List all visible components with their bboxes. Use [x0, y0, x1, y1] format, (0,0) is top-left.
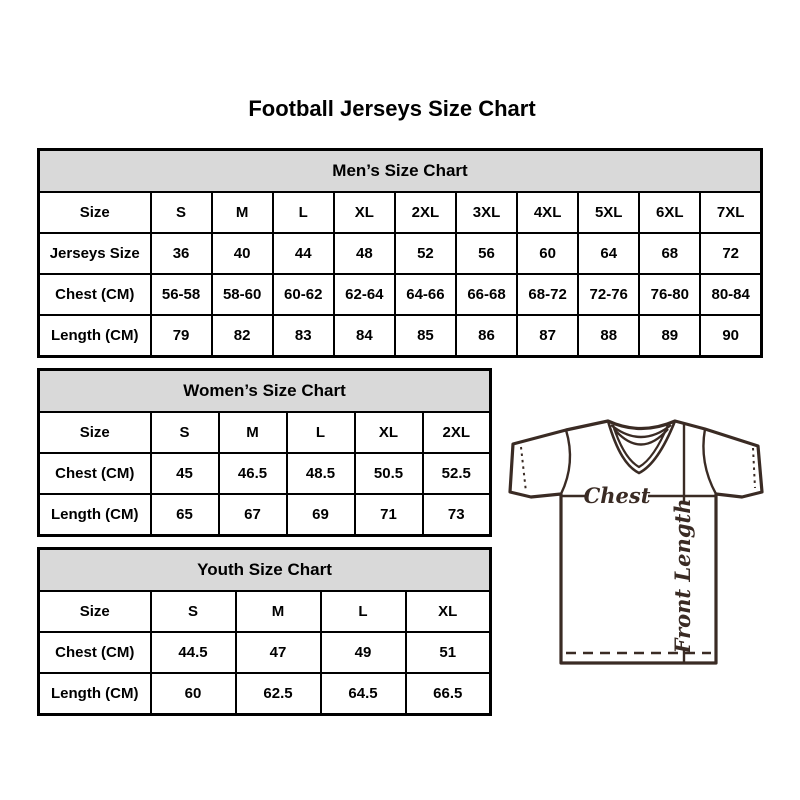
table-cell: 62.5	[236, 673, 321, 715]
table-cell: 80-84	[700, 274, 761, 315]
table-cell: 64-66	[395, 274, 456, 315]
table-cell: 44.5	[151, 632, 236, 673]
front-length-label: Front Length	[670, 498, 695, 654]
table-cell: 66.5	[406, 673, 491, 715]
table-cell: 44	[273, 233, 334, 274]
table-cell: 90	[700, 315, 761, 357]
table-cell: 85	[395, 315, 456, 357]
table-cell: 62-64	[334, 274, 395, 315]
column-header: S	[151, 412, 219, 453]
table-cell: 72-76	[578, 274, 639, 315]
table-cell: 60	[517, 233, 578, 274]
table-cell: 88	[578, 315, 639, 357]
row-header-label: Size	[39, 591, 151, 632]
table-cell: 87	[517, 315, 578, 357]
table-cell: 64.5	[321, 673, 406, 715]
table-cell: 56-58	[151, 274, 212, 315]
table-cell: 89	[639, 315, 700, 357]
table-cell: 84	[334, 315, 395, 357]
table-cell: 83	[273, 315, 334, 357]
column-header: M	[236, 591, 321, 632]
table-cell: 79	[151, 315, 212, 357]
table-cell: 58-60	[212, 274, 273, 315]
table-cell: 48	[334, 233, 395, 274]
row-label: Length (CM)	[39, 673, 151, 715]
table-cell: 82	[212, 315, 273, 357]
column-header: S	[151, 591, 236, 632]
chest-label: Chest	[583, 483, 651, 508]
table-cell: 76-80	[639, 274, 700, 315]
table-cell: 52	[395, 233, 456, 274]
table-cell: 60-62	[273, 274, 334, 315]
table-cell: 56	[456, 233, 517, 274]
column-header: 7XL	[700, 192, 761, 233]
jersey-diagram	[505, 412, 770, 672]
column-header: L	[321, 591, 406, 632]
column-header: XL	[334, 192, 395, 233]
column-header: M	[219, 412, 287, 453]
table-cell: 72	[700, 233, 761, 274]
table-cell: 64	[578, 233, 639, 274]
table-cell: 48.5	[287, 453, 355, 494]
column-header: 2XL	[423, 412, 491, 453]
table-cell: 60	[151, 673, 236, 715]
row-label: Jerseys Size	[39, 233, 151, 274]
right-armhole-seam	[703, 429, 716, 494]
table-cell: 69	[287, 494, 355, 536]
table-cell: 68	[639, 233, 700, 274]
column-header: 4XL	[517, 192, 578, 233]
column-header: M	[212, 192, 273, 233]
table-cell: 46.5	[219, 453, 287, 494]
column-header: 6XL	[639, 192, 700, 233]
table-section-title: Men’s Size Chart	[39, 150, 762, 193]
table-row	[39, 494, 491, 536]
table-section-title: Women’s Size Chart	[39, 370, 491, 413]
table-cell: 66-68	[456, 274, 517, 315]
table-cell: 47	[236, 632, 321, 673]
row-header-label: Size	[39, 192, 151, 233]
table-cell: 86	[456, 315, 517, 357]
left-armhole-seam	[561, 430, 570, 494]
table-cell: 73	[423, 494, 491, 536]
jersey-outline	[510, 421, 762, 663]
page-title: Football Jerseys Size Chart	[248, 96, 536, 121]
column-header: XL	[355, 412, 423, 453]
column-header: S	[151, 192, 212, 233]
table-cell: 51	[406, 632, 491, 673]
table-cell: 65	[151, 494, 219, 536]
table-row	[39, 673, 491, 715]
table-row	[39, 453, 491, 494]
table-section-title: Youth Size Chart	[39, 549, 491, 592]
left-cuff-stitch	[521, 447, 526, 492]
table-cell: 52.5	[423, 453, 491, 494]
column-header: XL	[406, 591, 491, 632]
youth-size-table	[37, 547, 492, 716]
table-cell: 45	[151, 453, 219, 494]
column-header: 3XL	[456, 192, 517, 233]
column-header: L	[287, 412, 355, 453]
row-label: Chest (CM)	[39, 274, 151, 315]
row-label: Length (CM)	[39, 494, 151, 536]
table-cell: 36	[151, 233, 212, 274]
row-header-label: Size	[39, 412, 151, 453]
womens-size-table	[37, 368, 492, 537]
table-row	[39, 632, 491, 673]
table-row	[39, 233, 762, 274]
column-header: 2XL	[395, 192, 456, 233]
row-label: Chest (CM)	[39, 453, 151, 494]
column-header: 5XL	[578, 192, 639, 233]
table-cell: 49	[321, 632, 406, 673]
row-label: Length (CM)	[39, 315, 151, 357]
table-row	[39, 315, 762, 357]
mens-size-table	[37, 148, 763, 358]
table-cell: 71	[355, 494, 423, 536]
right-cuff-stitch	[753, 448, 755, 488]
table-cell: 40	[212, 233, 273, 274]
table-cell: 50.5	[355, 453, 423, 494]
table-row	[39, 274, 762, 315]
table-cell: 68-72	[517, 274, 578, 315]
row-label: Chest (CM)	[39, 632, 151, 673]
column-header: L	[273, 192, 334, 233]
table-cell: 67	[219, 494, 287, 536]
